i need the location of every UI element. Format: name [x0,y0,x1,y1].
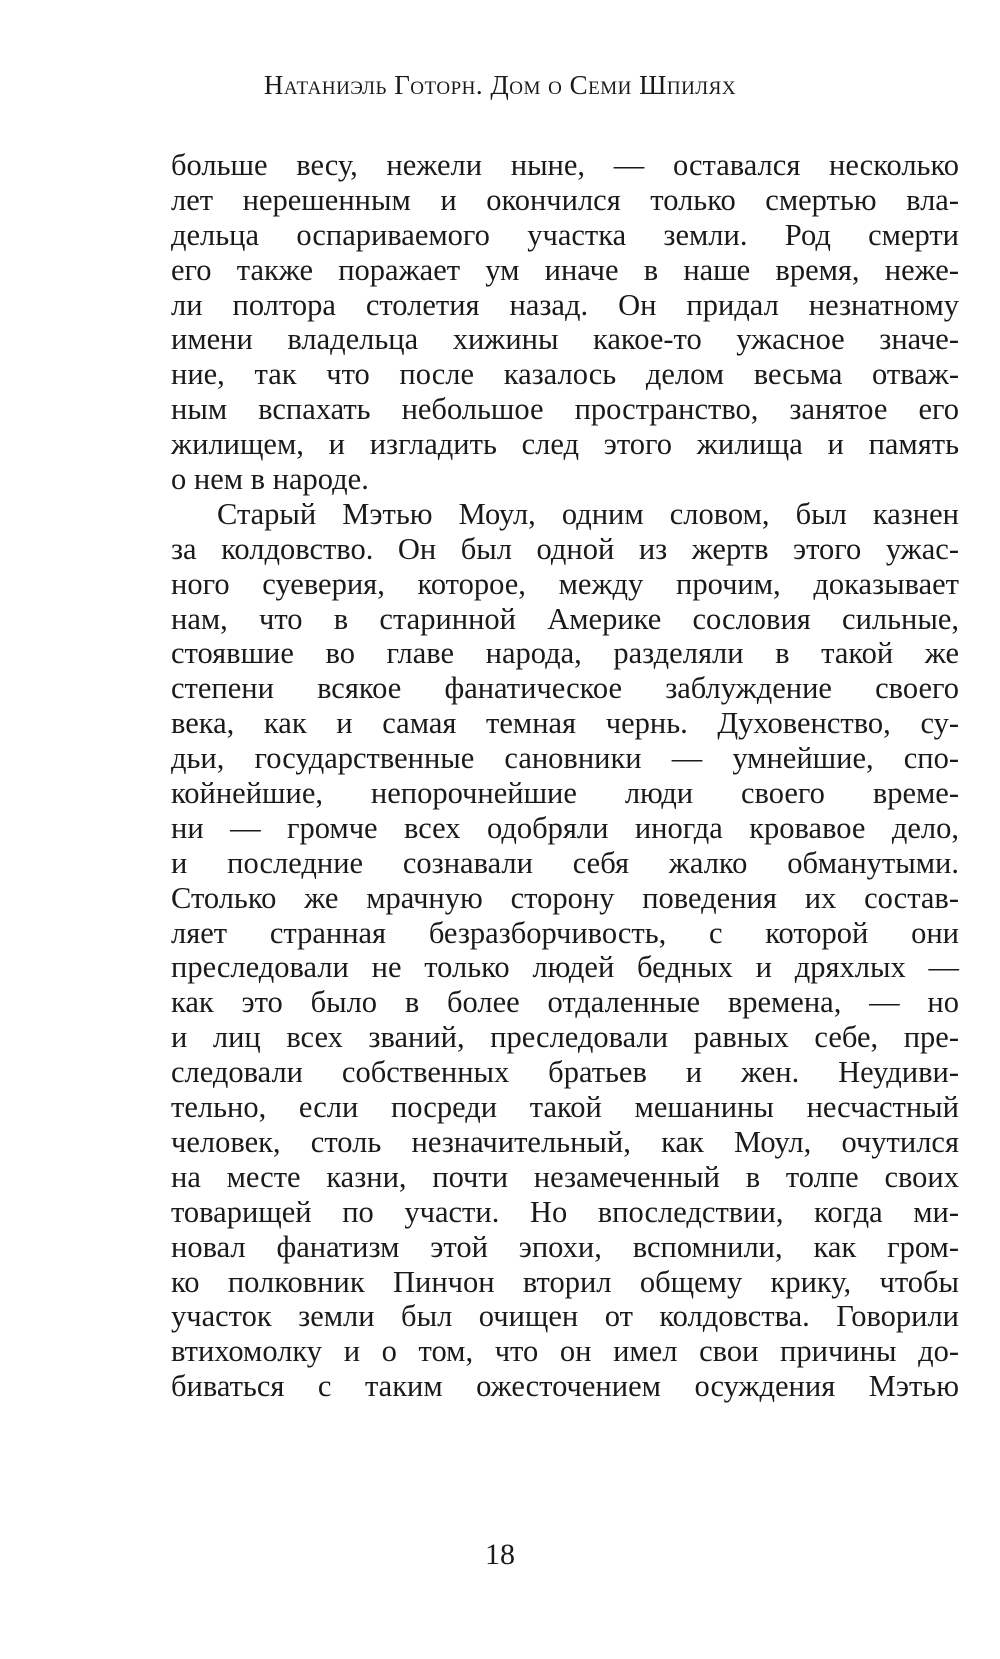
text-line: ным вспахать небольшое пространство, занятое его [171,392,959,427]
text-line: тельно, если посреди такой мешанины несчастный [171,1090,959,1125]
text-line: как это было в более отдаленные времена, — но [171,985,959,1020]
text-line: преследовали не только людей бедных и дряхлых — [171,950,959,985]
text-line: следовали собственных братьев и жен. Неудиви- [171,1055,959,1090]
text-line: дьи, государственные сановники — умнейшие, спо- [171,741,959,776]
text-line: имени владельца хижины какое-то ужасное значе- [171,322,959,357]
text-line: на месте казни, почти незамеченный в толпе своих [171,1159,959,1194]
text-line: стоявшие во главе народа, разделяли в такой же [171,636,959,671]
text-line: Столько же мрачную сторону поведения их состав- [171,880,959,915]
text-line: дельца оспариваемого участка земли. Род смерти [171,217,959,252]
text-line: человек, столь незначительный, как Моул, очутился [171,1124,959,1159]
text-line: ние, так что после казалось делом весьма отваж- [171,357,959,392]
text-line: больше весу, нежели ныне, — оставался несколько [171,148,959,182]
page-number: 18 [485,1538,515,1571]
text-line: втихомолку и о том, что он имел свои причины до- [171,1334,959,1369]
text-line: за колдовство. Он был одной из жертв этого ужас- [171,531,959,566]
text-line: жилищем, и изгладить след этого жилища и память [171,427,959,462]
text-line: нам, что в старинной Америке сословия сильные, [171,601,959,636]
running-head: Натаниэль Готорн. Дом о Семи Шпилях [263,70,737,100]
text-line: о нем в народе. [171,462,369,497]
text-line: ко полковник Пинчон вторил общему крику, чтобы [171,1264,959,1299]
text-line: участок земли был очищен от колдовства. Говорили [171,1299,959,1334]
text-line: ли полтора столетия назад. Он придал незнатному [171,287,959,322]
text-line: Старый Мэтью Моул, одним словом, был казнен [217,496,959,531]
text-line: и последние сознавали себя жалко обманутыми. [171,845,959,880]
text-line: товарищей по участи. Но впоследствии, когда ми- [171,1194,959,1229]
text-line: лет нерешенным и окончился только смертью вла- [171,182,959,217]
text-line: ного суеверия, которое, между прочим, доказывает [171,566,959,601]
text-line: и лиц всех званий, преследовали равных себе, пре- [171,1020,959,1055]
text-line: биваться с таким ожесточением осуждения Мэтью [171,1369,959,1404]
text-line: его также поражает ум иначе в наше время, неже- [171,252,959,287]
text-line: степени всякое фанатическое заблуждение своего [171,671,959,706]
text-line: койнейшие, непорочнейшие люди своего време- [171,776,959,811]
body-text [171,148,959,1404]
text-line: ни — громче всех одобряли иногда кровавое дело, [171,810,959,845]
text-line: века, как и самая темная чернь. Духовенство, су- [171,706,959,741]
text-line: ляет странная безразборчивость, с которой они [171,915,959,950]
text-line: новал фанатизм этой эпохи, вспомнили, как гром- [171,1229,959,1264]
